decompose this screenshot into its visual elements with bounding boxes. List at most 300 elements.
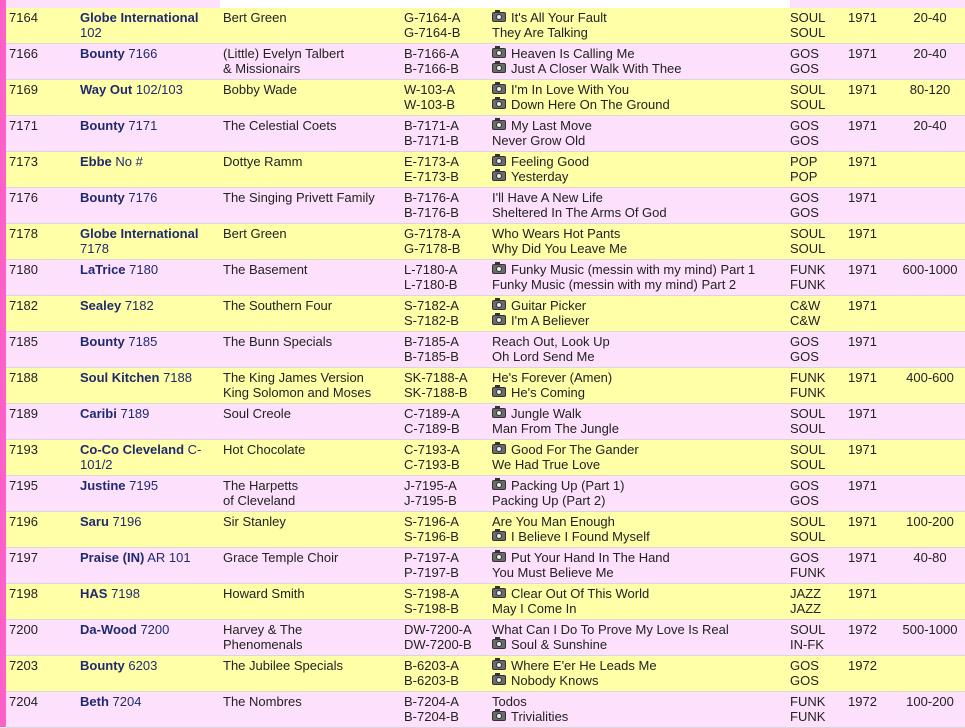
catalog-cell — [404, 370, 488, 400]
label-name-link[interactable]: Co-Co Cleveland — [80, 442, 185, 457]
catalog-number: B-7171-B — [404, 133, 459, 148]
label-name-link[interactable]: Globe International — [80, 226, 199, 241]
catalog-number: P-7197-B — [404, 565, 459, 580]
song-line — [492, 673, 657, 688]
camera-icon[interactable] — [492, 99, 506, 109]
catalog-number: S-7196-A — [404, 514, 459, 529]
song-title: Soul & Sunshine — [511, 637, 608, 652]
camera-icon[interactable] — [492, 711, 506, 721]
genre: SOUL — [790, 442, 826, 457]
camera-icon[interactable] — [492, 63, 506, 73]
label-number: 7180 — [129, 262, 159, 277]
label-cell — [80, 550, 220, 565]
label-number: 7166 — [128, 46, 158, 61]
label-name-link[interactable]: Sealey — [80, 298, 122, 313]
genre-cell — [790, 514, 825, 544]
titles-cell — [492, 46, 682, 76]
song-title: Yesterday — [511, 169, 569, 184]
catalog-cell — [404, 118, 488, 148]
artist-name: Harvey & The — [223, 622, 303, 637]
camera-icon[interactable] — [492, 264, 506, 274]
year: 1972 — [848, 694, 877, 709]
year: 1971 — [848, 118, 877, 133]
label-number: C-101/2 — [80, 442, 202, 472]
genre: GOS — [790, 658, 819, 673]
genre: IN-FK — [790, 637, 824, 652]
genre: SOUL — [790, 421, 826, 436]
artist-name: King Solomon and Moses — [223, 385, 372, 400]
label-number: 7189 — [120, 406, 150, 421]
genre: SOUL — [790, 97, 826, 112]
genre-cell — [790, 442, 825, 472]
label-number: 7196 — [112, 514, 142, 529]
table-row — [6, 332, 965, 368]
genre: GOS — [790, 349, 819, 364]
titles-cell — [492, 622, 729, 652]
catalog-number: B-7171-A — [404, 118, 459, 133]
label-number: 102/103 — [135, 82, 183, 97]
catalog-number: B-7166-A — [404, 46, 459, 61]
table-row — [6, 296, 965, 332]
record-number: 7178 — [9, 226, 38, 241]
table-row — [6, 512, 965, 548]
artist-name: Hot Chocolate — [223, 442, 306, 457]
song-title: What Can I Do To Prove My Love Is Real — [492, 622, 729, 637]
genre: GOS — [790, 334, 819, 349]
genre-cell — [790, 262, 825, 292]
artist-cell — [223, 262, 308, 277]
genre: POP — [790, 169, 818, 184]
song-title: My Last Move — [511, 118, 592, 133]
label-name-link[interactable]: LaTrice — [80, 262, 126, 277]
song-title: You Must Believe Me — [492, 565, 614, 580]
label-cell — [80, 334, 220, 349]
catalog-number: G-7178-A — [404, 226, 461, 241]
artist-name: The Southern Four — [223, 298, 333, 313]
year: 1971 — [848, 406, 877, 421]
catalog-number: C-7189-A — [404, 406, 460, 421]
catalog-number: SK-7188-A — [404, 370, 468, 385]
song-line — [492, 61, 682, 76]
label-number: 7198 — [111, 586, 140, 601]
genre: GOS — [790, 673, 819, 688]
titles-cell — [492, 478, 624, 508]
catalog-number: B-7204-A — [404, 694, 459, 709]
artist-name: The Harpetts — [223, 478, 299, 493]
label-cell — [80, 586, 220, 601]
artist-cell — [223, 190, 375, 205]
catalog-cell — [404, 442, 488, 472]
label-name-link[interactable]: Globe International — [80, 10, 199, 25]
camera-icon[interactable] — [492, 480, 506, 490]
record-number: 7203 — [9, 658, 38, 673]
song-line — [492, 658, 657, 673]
label-cell — [80, 226, 220, 256]
camera-icon[interactable] — [492, 120, 506, 130]
label-number: 7185 — [128, 334, 158, 349]
price-range: 500-1000 — [902, 622, 958, 637]
genre-cell — [790, 118, 819, 148]
song-line — [492, 385, 612, 400]
genre-cell — [790, 478, 819, 508]
catalog-cell — [404, 334, 488, 364]
table-row — [6, 476, 965, 512]
camera-icon[interactable] — [492, 660, 506, 670]
song-line — [492, 97, 670, 112]
record-number: 7204 — [9, 694, 38, 709]
catalog-number: B-7176-A — [404, 190, 459, 205]
label-name-link[interactable]: Beth — [80, 694, 109, 709]
artist-name: Grace Temple Choir — [223, 550, 339, 565]
song-title: I'm In Love With You — [511, 82, 630, 97]
camera-icon[interactable] — [492, 387, 506, 397]
song-line — [492, 262, 755, 277]
genre: JAZZ — [790, 586, 822, 601]
artist-cell — [223, 118, 336, 133]
label-cell — [80, 262, 220, 277]
genre-cell — [790, 694, 825, 724]
catalog-number: C-7189-B — [404, 421, 460, 436]
year: 1971 — [848, 46, 877, 61]
artist-cell — [223, 622, 303, 652]
song-line — [492, 622, 729, 637]
year: 1971 — [848, 154, 877, 169]
label-cell — [80, 154, 220, 169]
year: 1971 — [848, 226, 877, 241]
titles-cell — [492, 154, 589, 184]
genre-cell — [790, 46, 819, 76]
catalog-number: J-7195-A — [404, 478, 457, 493]
artist-cell — [223, 406, 291, 421]
record-number: 7200 — [9, 622, 38, 637]
table-row — [6, 224, 965, 260]
song-title: I'm A Believer — [511, 313, 590, 328]
artist-name: Bert Green — [223, 226, 287, 241]
year: 1972 — [848, 658, 877, 673]
song-title: Funky Music (messin with my mind) Part 1 — [511, 262, 756, 277]
table-row — [6, 188, 965, 224]
song-line — [492, 694, 568, 709]
year: 1971 — [848, 82, 877, 97]
year: 1971 — [848, 298, 877, 313]
price-range: 400-600 — [906, 370, 954, 385]
genre: FUNK — [790, 262, 826, 277]
genre: GOS — [790, 61, 819, 76]
artist-name: The Singing Privett Family — [223, 190, 375, 205]
label-name-link[interactable]: Bounty — [80, 334, 125, 349]
camera-icon[interactable] — [492, 444, 506, 454]
song-title: Funky Music (messin with my mind) Part 2 — [492, 277, 737, 292]
titles-cell — [492, 406, 619, 436]
song-title: May I Come In — [492, 601, 577, 616]
label-cell — [80, 82, 220, 97]
catalog-cell — [404, 154, 488, 184]
label-name-link[interactable]: HAS — [80, 586, 108, 601]
label-cell — [80, 478, 220, 493]
catalog-number: J-7195-B — [404, 493, 457, 508]
titles-cell — [492, 190, 667, 220]
song-title: Packing Up (Part 1) — [511, 478, 625, 493]
label-name-link[interactable]: Justine — [80, 478, 126, 493]
artist-name: The Basement — [223, 262, 308, 277]
label-cell — [80, 622, 220, 637]
camera-icon[interactable] — [492, 552, 506, 562]
camera-icon[interactable] — [492, 12, 506, 22]
genre: GOS — [790, 46, 819, 61]
catalog-cell — [404, 406, 488, 436]
label-cell — [80, 694, 220, 709]
song-title: They Are Talking — [492, 25, 588, 40]
song-title: Down Here On The Ground — [511, 97, 670, 112]
song-title: We Had True Love — [492, 457, 601, 472]
genre: POP — [790, 154, 818, 169]
titles-cell — [492, 586, 649, 616]
discography-table — [6, 8, 965, 728]
catalog-cell — [404, 622, 488, 652]
artist-name: The King James Version — [223, 370, 364, 385]
song-line — [492, 277, 755, 292]
genre-cell — [790, 10, 825, 40]
artist-name: Soul Creole — [223, 406, 291, 421]
catalog-number: L-7180-B — [404, 277, 458, 292]
label-number: 102 — [80, 25, 102, 40]
label-name-link[interactable]: Caribi — [80, 406, 117, 421]
label-name-link[interactable]: Praise (IN) — [80, 550, 145, 565]
artist-name: Dottye Ramm — [223, 154, 303, 169]
artist-name: The Jubilee Specials — [223, 658, 343, 673]
record-number: 7193 — [9, 442, 38, 457]
genre: GOS — [790, 190, 819, 205]
camera-icon[interactable] — [492, 84, 506, 94]
song-line — [492, 313, 589, 328]
genre: SOUL — [790, 622, 826, 637]
year: 1971 — [848, 442, 877, 457]
genre-cell — [790, 622, 825, 652]
table-row — [6, 260, 965, 296]
titles-cell — [492, 10, 607, 40]
label-cell — [80, 370, 220, 385]
table-row — [6, 116, 965, 152]
record-number: 7169 — [9, 82, 38, 97]
titles-cell — [492, 334, 610, 364]
song-title: Reach Out, Look Up — [492, 334, 610, 349]
camera-icon[interactable] — [492, 531, 506, 541]
table-row — [6, 404, 965, 440]
price-range: 100-200 — [906, 694, 954, 709]
label-cell — [80, 514, 220, 529]
artist-cell — [223, 658, 343, 673]
camera-icon[interactable] — [492, 675, 506, 685]
label-number: 7176 — [128, 190, 158, 205]
year: 1972 — [848, 622, 877, 637]
titles-cell — [492, 226, 627, 256]
artist-name: of Cleveland — [223, 493, 296, 508]
catalog-number: B-7176-B — [404, 205, 459, 220]
song-title: Todos — [492, 694, 527, 709]
label-number: 7188 — [163, 370, 192, 385]
price-range: 600-1000 — [902, 262, 958, 277]
song-title: Just A Closer Walk With Thee — [511, 61, 682, 76]
genre: FUNK — [790, 709, 826, 724]
camera-icon[interactable] — [492, 300, 506, 310]
label-name-link[interactable]: Bounty — [80, 658, 125, 673]
titles-cell — [492, 658, 657, 688]
song-line — [492, 421, 619, 436]
artist-cell — [223, 370, 371, 400]
camera-icon[interactable] — [492, 315, 506, 325]
camera-icon[interactable] — [492, 588, 506, 598]
label-name-link[interactable]: Bounty — [80, 46, 125, 61]
artist-cell — [223, 298, 332, 313]
label-cell — [80, 10, 220, 40]
genre: GOS — [790, 550, 819, 565]
song-line — [492, 478, 624, 493]
catalog-number: G-7164-A — [404, 10, 461, 25]
artist-cell — [223, 694, 302, 709]
table-row — [6, 584, 965, 620]
song-title: He's Coming — [511, 385, 586, 400]
label-number: 7182 — [124, 298, 154, 313]
catalog-number: S-7182-B — [404, 313, 459, 328]
song-title: Heaven Is Calling Me — [511, 46, 635, 61]
song-line — [492, 133, 592, 148]
song-line — [492, 25, 607, 40]
catalog-number: E-7173-A — [404, 154, 459, 169]
titles-cell — [492, 370, 612, 400]
artist-name: The Celestial Coets — [223, 118, 337, 133]
genre: FUNK — [790, 385, 826, 400]
titles-cell — [492, 262, 755, 292]
label-cell — [80, 406, 220, 421]
record-number: 7164 — [9, 10, 38, 25]
record-number: 7198 — [9, 586, 38, 601]
record-number: 7166 — [9, 46, 38, 61]
year: 1971 — [848, 478, 877, 493]
song-line — [492, 241, 627, 256]
catalog-cell — [404, 694, 488, 724]
catalog-number: DW-7200-A — [404, 622, 472, 637]
song-title: Clear Out Of This World — [511, 586, 650, 601]
catalog-cell — [404, 658, 488, 688]
catalog-number: B-7185-A — [404, 334, 459, 349]
table-row — [6, 692, 965, 728]
catalog-cell — [404, 226, 488, 256]
record-number: 7189 — [9, 406, 38, 421]
label-name-link[interactable]: Saru — [80, 514, 109, 529]
label-number: No # — [115, 154, 143, 169]
song-line — [492, 550, 670, 565]
table-row — [6, 440, 965, 476]
genre-cell — [790, 82, 825, 112]
table-row — [6, 368, 965, 404]
table-row — [6, 44, 965, 80]
camera-icon[interactable] — [492, 171, 506, 181]
year: 1971 — [848, 334, 877, 349]
song-line — [492, 370, 612, 385]
song-line — [492, 118, 592, 133]
camera-icon[interactable] — [492, 639, 506, 649]
artist-cell — [223, 226, 287, 241]
year: 1971 — [848, 370, 877, 385]
catalog-cell — [404, 550, 488, 580]
genre-cell — [790, 550, 825, 580]
catalog-cell — [404, 82, 488, 112]
titles-cell — [492, 550, 670, 580]
artist-name: (Little) Evelyn Talbert — [223, 46, 345, 61]
artist-name: Phenomenals — [223, 637, 303, 652]
song-title: Guitar Picker — [511, 298, 587, 313]
label-name-link[interactable]: Soul Kitchen — [80, 370, 160, 385]
song-title: I Believe I Found Myself — [511, 529, 650, 544]
table-row — [6, 548, 965, 584]
artist-name: & Missionairs — [223, 61, 301, 76]
titles-cell — [492, 118, 592, 148]
record-number: 7197 — [9, 550, 38, 565]
genre-cell — [790, 298, 820, 328]
artist-cell — [223, 82, 297, 97]
song-line — [492, 406, 619, 421]
label-name-link[interactable]: Da-Wood — [80, 622, 137, 637]
label-name-link[interactable]: Bounty — [80, 118, 125, 133]
song-line — [492, 82, 670, 97]
song-title: Oh Lord Send Me — [492, 349, 595, 364]
song-line — [492, 334, 610, 349]
record-number: 7195 — [9, 478, 38, 493]
camera-icon[interactable] — [492, 156, 506, 166]
record-number: 7185 — [9, 334, 38, 349]
genre: SOUL — [790, 529, 826, 544]
label-name-link[interactable]: Bounty — [80, 190, 125, 205]
year: 1971 — [848, 190, 877, 205]
catalog-number: W-103-A — [404, 82, 456, 97]
genre: GOS — [790, 118, 819, 133]
record-number: 7196 — [9, 514, 38, 529]
catalog-number: S-7198-A — [404, 586, 459, 601]
song-title: Who Wears Hot Pants — [492, 226, 621, 241]
label-name-link[interactable]: Way Out — [80, 82, 133, 97]
label-number: AR 101 — [147, 550, 191, 565]
year: 1971 — [848, 586, 877, 601]
genre: SOUL — [790, 82, 826, 97]
table-row — [6, 8, 965, 44]
artist-cell — [223, 10, 287, 25]
catalog-number: L-7180-A — [404, 262, 458, 277]
genre: SOUL — [790, 10, 826, 25]
song-title: Trivialities — [511, 709, 569, 724]
price-range: 100-200 — [906, 514, 954, 529]
titles-cell — [492, 298, 589, 328]
label-name-link[interactable]: Ebbe — [80, 154, 112, 169]
year: 1971 — [848, 550, 877, 565]
genre: FUNK — [790, 370, 826, 385]
song-line — [492, 514, 650, 529]
song-line — [492, 709, 568, 724]
catalog-number: B-7204-B — [404, 709, 459, 724]
label-cell — [80, 190, 220, 205]
camera-icon[interactable] — [492, 408, 506, 418]
year: 1971 — [848, 262, 877, 277]
titles-cell — [492, 442, 639, 472]
titles-cell — [492, 694, 568, 724]
song-line — [492, 601, 649, 616]
genre: FUNK — [790, 277, 826, 292]
genre-cell — [790, 658, 819, 688]
genre: JAZZ — [790, 601, 822, 616]
label-number: 7195 — [129, 478, 159, 493]
camera-icon[interactable] — [492, 48, 506, 58]
genre: GOS — [790, 205, 819, 220]
catalog-number: W-103-B — [404, 97, 456, 112]
